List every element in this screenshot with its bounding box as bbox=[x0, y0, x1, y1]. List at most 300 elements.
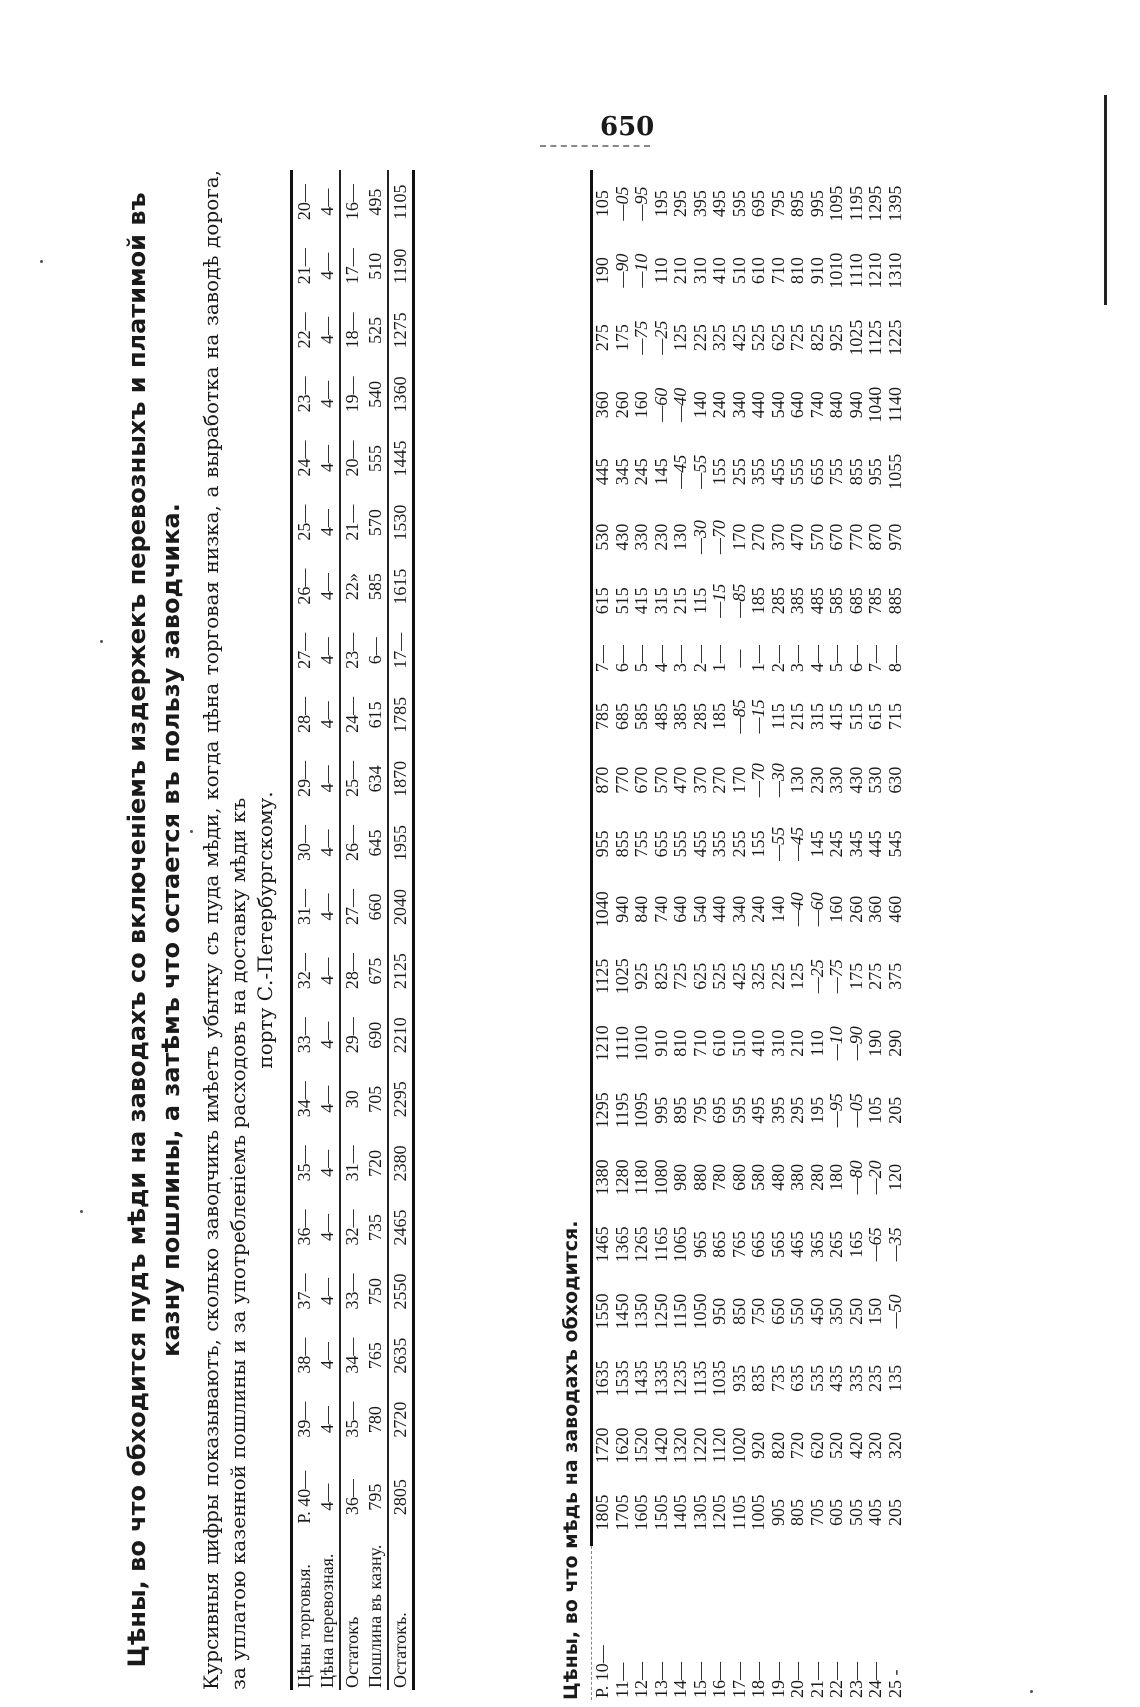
table-cell: 495 bbox=[365, 188, 385, 216]
cost-cell: 625 bbox=[689, 962, 710, 990]
cost-cell: 970 bbox=[884, 523, 905, 551]
table-cell: 4— bbox=[317, 445, 337, 472]
cost-cell: 640 bbox=[670, 895, 690, 923]
cost-cell: —70 bbox=[709, 520, 729, 555]
table-cell: 4— bbox=[317, 1085, 337, 1113]
cost-cell: 1320 bbox=[670, 1427, 690, 1464]
table-cell: 30 bbox=[340, 1067, 364, 1131]
cost-label: 25 - bbox=[884, 1669, 905, 1698]
table-cell: 33— bbox=[292, 1003, 317, 1067]
cost-cell: 2— bbox=[767, 645, 788, 673]
table-cell: 37— bbox=[292, 1259, 317, 1323]
cost-cell: 910 bbox=[650, 1029, 671, 1057]
cost-cell: —70 bbox=[748, 763, 768, 798]
cost-cell: 655 bbox=[806, 458, 827, 486]
cost-cell: 770 bbox=[611, 766, 632, 794]
table-cell: 2380 bbox=[388, 1131, 414, 1195]
cost-cell: 455 bbox=[689, 830, 710, 858]
table-cell: 23— bbox=[292, 362, 317, 426]
cost-cell: 1550 bbox=[592, 1278, 613, 1345]
cost-row bbox=[652, 170, 672, 1700]
cost-cell: 995 bbox=[650, 1096, 671, 1124]
cost-cell: 240 bbox=[748, 895, 768, 923]
cost-cell: 540 bbox=[689, 895, 710, 923]
cost-cell: — bbox=[728, 649, 749, 668]
cost-cell: 6— bbox=[845, 645, 866, 673]
cost-cell: —15 bbox=[709, 583, 729, 618]
cost-cell: —60 bbox=[806, 892, 827, 927]
cost-cell: 995 bbox=[806, 190, 827, 218]
table-cell: 21— bbox=[340, 491, 364, 555]
cost-cell: 1095 bbox=[826, 185, 846, 222]
cost-cell: 685 bbox=[845, 587, 866, 615]
cost-cell: 1135 bbox=[689, 1360, 710, 1397]
row-label: Цѣны торговыя. bbox=[292, 1543, 317, 1690]
table-cell: 26— bbox=[292, 555, 317, 619]
table-cell: 18— bbox=[340, 298, 364, 362]
cost-label: 18— bbox=[748, 1662, 768, 1698]
cost-cell: 225 bbox=[767, 962, 788, 990]
cost-label: 13— bbox=[650, 1662, 671, 1698]
cost-cell: 1095 bbox=[631, 1092, 651, 1129]
cost-cell: 705 bbox=[806, 1498, 827, 1526]
cost-cell: 755 bbox=[826, 458, 846, 486]
cost-cell: 170 bbox=[728, 766, 749, 794]
cost-cell: 215 bbox=[670, 587, 690, 615]
cost-cell: 710 bbox=[767, 257, 788, 285]
cost-cell: 130 bbox=[787, 766, 807, 794]
table-cell: 22— bbox=[292, 298, 317, 362]
cost-cell: —20 bbox=[865, 1160, 885, 1195]
cost-cell: 105 bbox=[592, 170, 613, 237]
cost-cell: 735 bbox=[767, 1364, 788, 1392]
cost-cell: 1235 bbox=[670, 1360, 690, 1397]
cost-cell: —10 bbox=[631, 253, 651, 288]
cost-cell: 320 bbox=[865, 1431, 885, 1459]
cost-row bbox=[769, 170, 789, 1700]
table-cell: 4— bbox=[317, 573, 337, 601]
table-cell: Р. 40— bbox=[292, 1452, 317, 1543]
cost-cell: 1605 bbox=[631, 1494, 651, 1531]
cost-cell: 420 bbox=[845, 1431, 866, 1459]
cost-cell: 655 bbox=[650, 830, 671, 858]
cost-cell: 565 bbox=[767, 1230, 788, 1258]
table-cell: 4— bbox=[317, 188, 337, 216]
cost-label: 11— bbox=[611, 1662, 632, 1698]
cost-cell: 685 bbox=[611, 702, 632, 730]
cost-cell: 425 bbox=[728, 962, 749, 990]
table-cell: 35— bbox=[292, 1131, 317, 1195]
cost-cell: 950 bbox=[709, 1297, 729, 1325]
table-cell: 4— bbox=[317, 1483, 337, 1511]
cost-cell: 910 bbox=[806, 257, 827, 285]
cost-cell: 375 bbox=[884, 962, 905, 990]
cost-cell: 260 bbox=[845, 895, 866, 923]
speck bbox=[100, 640, 103, 643]
cost-cell: 155 bbox=[748, 830, 768, 858]
cost-cell: 175 bbox=[845, 962, 866, 990]
rotated-table-block bbox=[120, 160, 940, 1700]
table-cell: 1275 bbox=[388, 298, 414, 362]
cost-cell: 720 bbox=[787, 1431, 807, 1459]
table-cell: 765 bbox=[365, 1342, 385, 1370]
table-cell: 19— bbox=[340, 362, 364, 426]
cost-cell: 415 bbox=[826, 702, 846, 730]
cost-cell: 1050 bbox=[689, 1293, 710, 1330]
cost-cell: 1705 bbox=[611, 1494, 632, 1531]
cost-cell: 550 bbox=[787, 1297, 807, 1325]
cost-cell: 585 bbox=[826, 587, 846, 615]
cost-label: 19— bbox=[767, 1662, 788, 1698]
cost-cell: 1025 bbox=[611, 958, 632, 995]
cost-cell: 255 bbox=[728, 830, 749, 858]
cost-cell: 370 bbox=[689, 766, 710, 794]
cost-cell: 955 bbox=[592, 812, 613, 876]
table-cell: 33— bbox=[340, 1259, 364, 1323]
table-cell: 29— bbox=[292, 747, 317, 811]
cost-cell: 320 bbox=[884, 1431, 905, 1459]
cost-cell: 650 bbox=[767, 1297, 788, 1325]
note-line-1: Курсивныя цифры показываютъ, сколько заводчикъ имѣетъ убытку съ пуда мѣди, когда цѣна торговая низка, а bbox=[199, 485, 223, 1690]
cost-cell: 635 bbox=[787, 1364, 807, 1392]
table-cell: 2125 bbox=[388, 939, 414, 1003]
cost-cell: 1120 bbox=[709, 1427, 729, 1464]
cost-cell: 1805 bbox=[592, 1479, 613, 1546]
cost-cell: 315 bbox=[650, 587, 671, 615]
table-cell: 510 bbox=[365, 252, 385, 280]
cost-label: 22— bbox=[826, 1662, 846, 1698]
table-cell: 17— bbox=[388, 619, 414, 683]
cost-cell: 410 bbox=[709, 257, 729, 285]
table-cell: 705 bbox=[365, 1085, 385, 1113]
cost-cell: 1505 bbox=[650, 1494, 671, 1531]
cost-label: 16— bbox=[709, 1662, 729, 1698]
cost-cell: —15 bbox=[748, 699, 768, 734]
cost-cell: 1420 bbox=[650, 1427, 671, 1464]
cost-cell: 665 bbox=[748, 1230, 768, 1258]
cost-cell: —35 bbox=[884, 1227, 905, 1262]
table-cell: 35— bbox=[340, 1388, 364, 1452]
cost-cell: 295 bbox=[787, 1096, 807, 1124]
table-cell: 32— bbox=[292, 939, 317, 1003]
cost-cell: 8— bbox=[884, 645, 905, 673]
cost-cell: 455 bbox=[767, 458, 788, 486]
table-cell: 1530 bbox=[388, 491, 414, 555]
cost-cell: 4— bbox=[650, 645, 671, 673]
cost-cell: 485 bbox=[650, 702, 671, 730]
cost-cell: 615 bbox=[592, 569, 613, 633]
table-cell: 4— bbox=[317, 316, 337, 344]
cost-cell: 140 bbox=[767, 895, 788, 923]
cost-cell: 415 bbox=[631, 587, 651, 615]
cost-cell: 670 bbox=[826, 523, 846, 551]
cost-cell: 1025 bbox=[845, 319, 866, 356]
table-cell: 20— bbox=[292, 170, 317, 234]
cost-cell: 725 bbox=[670, 962, 690, 990]
cost-cell: 1305 bbox=[689, 1494, 710, 1531]
cost-cell: —25 bbox=[650, 320, 671, 355]
cost-cell: 310 bbox=[767, 1029, 788, 1057]
cost-cell: 835 bbox=[748, 1364, 768, 1392]
cost-cell: 1150 bbox=[670, 1293, 690, 1330]
cost-cell: 715 bbox=[884, 702, 905, 730]
cost-cell: 310 bbox=[689, 257, 710, 285]
table-cell: 1105 bbox=[388, 170, 414, 234]
table-cell: 34— bbox=[340, 1324, 364, 1388]
cost-cell: 210 bbox=[670, 257, 690, 285]
cost-cell: 480 bbox=[767, 1163, 788, 1191]
table-cell: 4— bbox=[317, 893, 337, 921]
cost-label: Р. 10— bbox=[592, 1546, 613, 1700]
margin-rule bbox=[1104, 95, 1107, 305]
cost-label: 14— bbox=[670, 1662, 690, 1698]
cost-cell: 955 bbox=[865, 458, 885, 486]
cost-cell: 465 bbox=[787, 1230, 807, 1258]
cost-cell: 185 bbox=[748, 587, 768, 615]
cost-cell: 695 bbox=[709, 1096, 729, 1124]
cost-cell: 265 bbox=[826, 1230, 846, 1258]
table-cell: 735 bbox=[365, 1213, 385, 1241]
cost-cell: 210 bbox=[787, 1029, 807, 1057]
table-cell: 780 bbox=[365, 1406, 385, 1434]
table-cell: 20— bbox=[340, 426, 364, 490]
table-cell: 22» bbox=[340, 555, 364, 619]
cost-cell: 1105 bbox=[728, 1494, 749, 1531]
cost-cell: —85 bbox=[728, 699, 749, 734]
table-cell: 17— bbox=[340, 234, 364, 298]
table-cell: 660 bbox=[365, 893, 385, 921]
cost-cell: 285 bbox=[767, 587, 788, 615]
cost-cell: 325 bbox=[709, 324, 729, 352]
table-cell: 4— bbox=[317, 1021, 337, 1049]
cost-table-title: Цѣны, во что мѣдь на заводахъ обходится. bbox=[560, 1220, 582, 1700]
cost-cell: 275 bbox=[865, 962, 885, 990]
table-cell: 27— bbox=[340, 875, 364, 939]
table-cell: 585 bbox=[365, 573, 385, 601]
cost-cell: 430 bbox=[611, 523, 632, 551]
cost-cell: 1195 bbox=[611, 1092, 632, 1128]
cost-cell: 450 bbox=[806, 1297, 827, 1325]
cost-cell: 1265 bbox=[631, 1226, 651, 1263]
table-cell: 24— bbox=[292, 426, 317, 490]
table-cell: 1360 bbox=[388, 362, 414, 426]
page-number: 650 bbox=[600, 112, 655, 142]
table-cell: 2805 bbox=[388, 1452, 414, 1543]
cost-cell: 855 bbox=[611, 830, 632, 858]
cost-cell: 980 bbox=[670, 1163, 690, 1191]
cost-cell: 1465 bbox=[592, 1211, 613, 1278]
cost-cell: 270 bbox=[748, 523, 768, 551]
cost-cell: 895 bbox=[787, 190, 807, 218]
cost-cell: 1— bbox=[709, 645, 729, 673]
table-cell: 4— bbox=[317, 1278, 337, 1306]
cost-cell: 165 bbox=[845, 1230, 866, 1258]
cost-cell: 610 bbox=[748, 257, 768, 285]
cost-cell: 570 bbox=[650, 766, 671, 794]
cost-cell: 270 bbox=[709, 766, 729, 794]
cost-cell: 245 bbox=[631, 458, 651, 486]
cost-cell: 940 bbox=[611, 895, 632, 923]
cost-cell: 230 bbox=[650, 523, 671, 551]
cost-cell: 290 bbox=[884, 1029, 905, 1057]
cost-cell: 495 bbox=[709, 190, 729, 218]
table-cell: 4— bbox=[317, 1342, 337, 1370]
cost-cell: 765 bbox=[728, 1230, 749, 1258]
cost-cell: 460 bbox=[884, 895, 905, 923]
cost-cell: 885 bbox=[884, 587, 905, 615]
cost-cell: 1635 bbox=[592, 1345, 613, 1412]
table-cell: 2550 bbox=[388, 1259, 414, 1323]
cost-cell: 145 bbox=[806, 830, 827, 858]
cost-cell: 1225 bbox=[884, 319, 905, 356]
cost-cell: 1720 bbox=[592, 1412, 613, 1479]
cost-row bbox=[847, 170, 867, 1700]
cost-cell: 1020 bbox=[728, 1427, 749, 1464]
cost-cell: 780 bbox=[709, 1163, 729, 1191]
cost-row bbox=[632, 170, 652, 1700]
cost-cell: —90 bbox=[845, 1026, 866, 1061]
cost-cell: 1010 bbox=[826, 252, 846, 289]
cost-cell: 445 bbox=[865, 830, 885, 858]
cost-cell: 755 bbox=[631, 830, 651, 858]
table-cell: 555 bbox=[365, 445, 385, 472]
cost-cell: 5— bbox=[631, 645, 651, 673]
cost-cell: 530 bbox=[865, 766, 885, 794]
table-cell: 31— bbox=[340, 1131, 364, 1195]
table-cell: 16— bbox=[340, 170, 364, 234]
cost-row bbox=[691, 170, 711, 1700]
cost-cell: 695 bbox=[748, 190, 768, 218]
cost-cell: 115 bbox=[689, 587, 710, 614]
cost-label: 21— bbox=[806, 1662, 827, 1698]
cost-cell: —25 bbox=[806, 959, 827, 994]
cost-cell: 680 bbox=[728, 1163, 749, 1191]
explanatory-note bbox=[198, 170, 279, 1690]
table-cell: 720 bbox=[365, 1149, 385, 1177]
table-cell: 30— bbox=[292, 811, 317, 875]
cost-cell: —95 bbox=[826, 1093, 846, 1128]
cost-cell: 855 bbox=[845, 458, 866, 486]
cost-cell: 505 bbox=[845, 1498, 866, 1526]
price-transport-row bbox=[316, 170, 340, 1690]
table-cell: 1445 bbox=[388, 426, 414, 490]
cost-cell: 870 bbox=[592, 748, 613, 812]
cost-cell: 470 bbox=[670, 766, 690, 794]
table-cell: 1190 bbox=[388, 234, 414, 298]
table-cell: 525 bbox=[365, 316, 385, 344]
cost-cell: 260 bbox=[611, 391, 632, 419]
cost-cell: 230 bbox=[806, 766, 827, 794]
table-cell: 2210 bbox=[388, 1003, 414, 1067]
cost-cell: 385 bbox=[670, 702, 690, 730]
cost-cell: 355 bbox=[709, 830, 729, 858]
cost-cell: 110 bbox=[806, 1030, 827, 1057]
cost-cell: 440 bbox=[748, 391, 768, 419]
cost-cell: 195 bbox=[806, 1096, 827, 1124]
cost-cell: 275 bbox=[592, 304, 613, 371]
table-cell: 2040 bbox=[388, 875, 414, 939]
cost-cell: 1450 bbox=[611, 1293, 632, 1330]
cost-row bbox=[730, 170, 750, 1700]
cost-cell: 345 bbox=[845, 830, 866, 858]
table-cell: 4— bbox=[317, 380, 337, 408]
cost-cell: 445 bbox=[592, 438, 613, 505]
cost-cell: 870 bbox=[865, 523, 885, 551]
table-cell: 1615 bbox=[388, 555, 414, 619]
cost-row bbox=[808, 170, 828, 1700]
heading-line-1: Цѣны, во что обходится пудъ мѣди на заводахъ со включеніемъ издержекъ перевозныхъ и платимой въ bbox=[123, 192, 151, 1668]
cost-cell: 625 bbox=[767, 324, 788, 352]
table-cell: 634 bbox=[365, 765, 385, 793]
cost-cell: 785 bbox=[592, 685, 613, 749]
cost-cell: 350 bbox=[826, 1297, 846, 1325]
cost-cell: 1055 bbox=[884, 453, 905, 490]
cost-cell: 965 bbox=[689, 1230, 710, 1258]
cost-cell: 355 bbox=[748, 458, 768, 486]
cost-cell: 1405 bbox=[670, 1494, 690, 1531]
table-cell: 1955 bbox=[388, 811, 414, 875]
cost-cell: 1395 bbox=[884, 185, 905, 222]
cost-cell: 535 bbox=[806, 1364, 827, 1392]
cost-cell: 435 bbox=[826, 1364, 846, 1392]
cost-label: 15— bbox=[689, 1662, 710, 1698]
cost-cell: 555 bbox=[787, 458, 807, 486]
speck bbox=[1030, 1690, 1033, 1693]
cost-cell: 120 bbox=[884, 1163, 905, 1191]
speck bbox=[80, 1210, 83, 1213]
table-cell: 25— bbox=[292, 491, 317, 555]
cost-cell: 280 bbox=[806, 1163, 827, 1191]
cost-cell: 1140 bbox=[884, 387, 905, 423]
table-cell: 23— bbox=[340, 619, 364, 683]
table-cell: 27— bbox=[292, 619, 317, 683]
price-table bbox=[290, 170, 415, 1690]
cost-cell: 630 bbox=[884, 766, 905, 794]
cost-cell: 6— bbox=[611, 645, 632, 673]
table-cell: 4— bbox=[317, 1149, 337, 1177]
cost-row bbox=[788, 170, 808, 1700]
cost-cell: —75 bbox=[631, 320, 651, 355]
cost-cell: —50 bbox=[884, 1294, 905, 1329]
cost-cell: 1180 bbox=[631, 1159, 651, 1195]
cost-cell: 190 bbox=[592, 237, 613, 304]
table-cell: 38— bbox=[292, 1324, 317, 1388]
cost-cell: 285 bbox=[689, 702, 710, 730]
cost-cell: 340 bbox=[728, 895, 749, 923]
cost-cell: 740 bbox=[650, 895, 671, 923]
cost-cell: 1040 bbox=[865, 386, 885, 423]
cost-cell: 115 bbox=[767, 703, 788, 730]
cost-cell: 7— bbox=[592, 633, 613, 685]
cost-cell: 1210 bbox=[865, 252, 885, 289]
cost-cell: 295 bbox=[670, 190, 690, 218]
cost-cell: 1035 bbox=[709, 1360, 729, 1397]
row-label: Остатокъ. bbox=[388, 1543, 414, 1690]
table-cell: 25— bbox=[340, 747, 364, 811]
cost-cell: 1125 bbox=[865, 319, 885, 356]
cost-cell: 840 bbox=[826, 391, 846, 419]
speck bbox=[190, 830, 193, 833]
price-final-row bbox=[388, 170, 414, 1690]
table-cell: 34— bbox=[292, 1067, 317, 1131]
cost-cell: —40 bbox=[787, 892, 807, 927]
cost-cell: 810 bbox=[670, 1029, 690, 1057]
table-cell: 36— bbox=[292, 1195, 317, 1259]
cost-cell: 245 bbox=[826, 830, 846, 858]
table-cell: 645 bbox=[365, 829, 385, 857]
cost-cell: 1125 bbox=[592, 943, 613, 1010]
table-cell: 540 bbox=[365, 380, 385, 408]
